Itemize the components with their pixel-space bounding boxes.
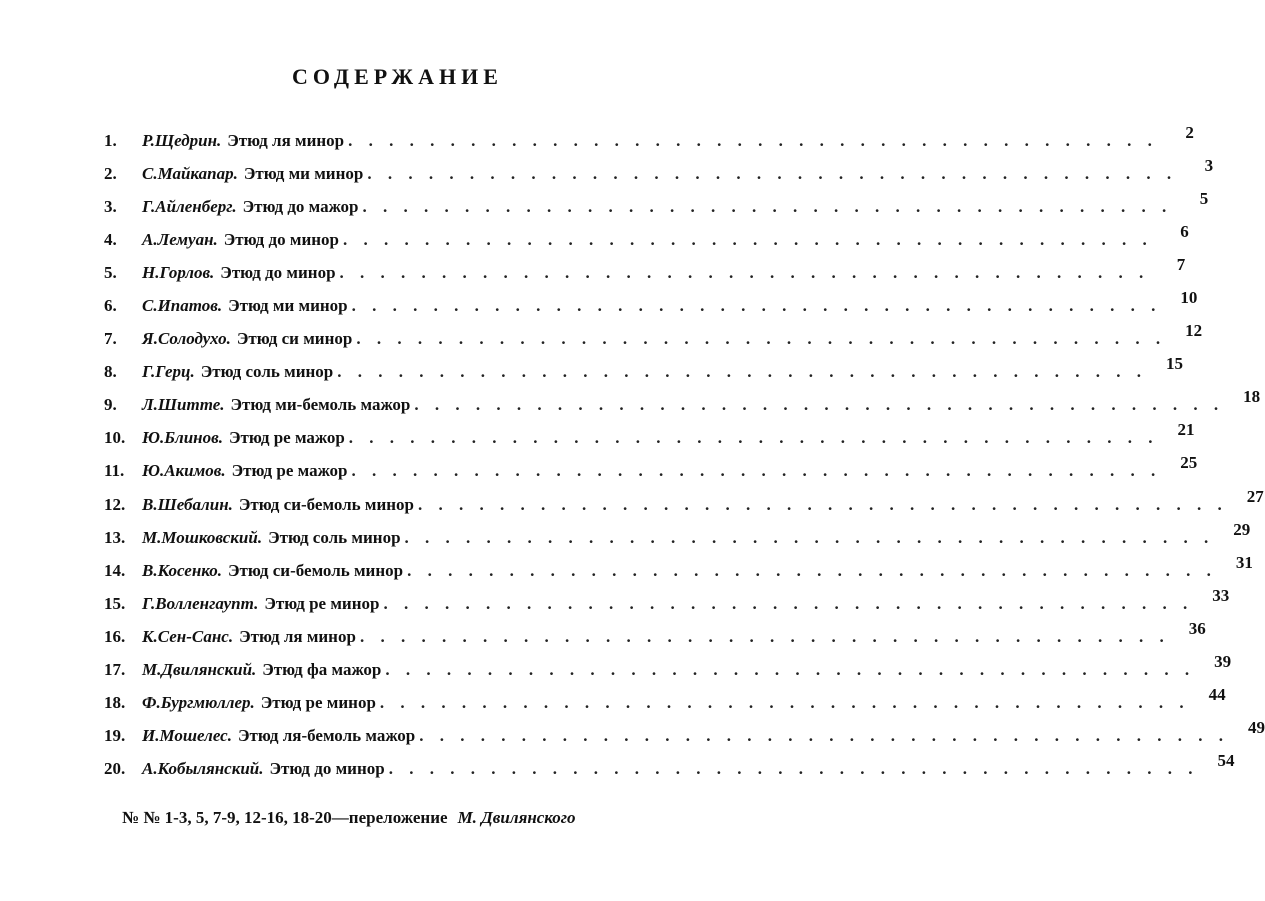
- entry-number: 5.: [104, 262, 117, 282]
- entry-number: 19.: [104, 726, 126, 746]
- toc-entry: [104, 155, 1214, 190]
- entry-author: А.Кобылянский.: [142, 759, 264, 779]
- entry-text: [142, 759, 1204, 779]
- toc-entry: [104, 188, 1209, 223]
- entry-number: 3.: [104, 196, 117, 216]
- dot-leader: . . . . . . . . . . . . . . . . . . . . . . . . . . . . . . . . . . . . . . . .: [348, 428, 1159, 448]
- entry-text: [142, 131, 1164, 151]
- entry-number: 1.: [104, 130, 117, 150]
- toc-entry: [104, 254, 1186, 289]
- dot-leader: . . . . . . . . . . . . . . . . . . . . . . . . . . . . . . . . . . . . . . . .: [407, 560, 1217, 580]
- entry-text: [142, 693, 1196, 713]
- entry-page-number: 2: [1185, 122, 1194, 142]
- entry-text: [142, 461, 1167, 481]
- entry-text: [142, 528, 1220, 548]
- entry-page-number: 39: [1214, 652, 1232, 672]
- entry-work: Этюд соль минор: [268, 527, 401, 547]
- entry-page-number: 27: [1246, 486, 1264, 506]
- toc-entry: [104, 420, 1195, 455]
- dot-leader: . . . . . . . . . . . . . . . . . . . . . . . . . . . . . . . . . . . . . . . .: [359, 626, 1170, 646]
- entry-author: Г.Герц.: [142, 362, 195, 382]
- toc-entry: [104, 585, 1230, 620]
- dot-leader: . . . . . . . . . . . . . . . . . . . . . . . . . . . . . . . . . . . . . . . .: [404, 527, 1215, 547]
- entry-page-number: 36: [1188, 618, 1206, 638]
- entry-author: М.Мошковский.: [142, 527, 263, 547]
- toc-entry: [104, 288, 1198, 322]
- entry-author: С.Ипатов.: [142, 296, 223, 316]
- toc-entry: [104, 552, 1253, 587]
- entry-author: И.Мошелес.: [142, 726, 232, 746]
- toc-entry: [104, 486, 1264, 521]
- dot-leader: . . . . . . . . . . . . . . . . . . . . . . . . . . . . . . . . . . . . . . . .: [385, 660, 1196, 680]
- entry-work: Этюд ля минор: [239, 626, 356, 646]
- entry-text: [142, 627, 1176, 647]
- dot-leader: . . . . . . . . . . . . . . . . . . . . . . . . . . . . . . . . . . . . . . . .: [362, 196, 1173, 216]
- entry-number: 7.: [104, 329, 117, 349]
- entry-number: 15.: [104, 593, 126, 613]
- entry-number: 12.: [104, 494, 126, 514]
- entry-author: Л.Шитте.: [142, 395, 225, 415]
- entry-number: 16.: [104, 626, 126, 646]
- entry-author: В.Шебалин.: [142, 494, 233, 514]
- arrangement-note-text: № № 1-3, 5, 7-9, 12-16, 18-20—переложение: [122, 808, 448, 827]
- entry-author: Н.Горлов.: [142, 262, 215, 282]
- dot-leader: . . . . . . . . . . . . . . . . . . . . . . . . . . . . . . . . . . . . . . . .: [351, 461, 1162, 481]
- entry-page-number: 31: [1235, 552, 1253, 572]
- entry-number: 11.: [104, 461, 125, 481]
- entry-text: [142, 594, 1199, 614]
- entry-page-number: 44: [1208, 685, 1226, 705]
- entry-number: 2.: [104, 163, 117, 183]
- entry-work: Этюд ре мажор: [228, 428, 345, 448]
- entry-page-number: 49: [1247, 718, 1265, 738]
- entry-work: Этюд фа мажор: [262, 660, 382, 680]
- entry-number: 9.: [104, 395, 117, 415]
- entry-author: Р.Щедрин.: [142, 130, 222, 150]
- entry-text: [142, 230, 1159, 250]
- toc-entry: [104, 519, 1251, 554]
- entry-page-number: 21: [1177, 420, 1195, 440]
- entry-author: Ю.Блинов.: [142, 428, 223, 448]
- entry-text: [142, 395, 1230, 415]
- dot-leader: . . . . . . . . . . . . . . . . . . . . . . . . . . . . . . . . . . . . . . . .: [339, 262, 1150, 282]
- entry-page-number: 12: [1185, 321, 1203, 341]
- entry-author: С.Майкапар.: [142, 163, 238, 183]
- entry-number: 4.: [104, 229, 117, 249]
- entry-page-number: 33: [1212, 585, 1230, 605]
- entry-text: [142, 329, 1172, 349]
- toc-entry: [104, 453, 1198, 488]
- toc-entry: [104, 387, 1261, 422]
- entry-work: Этюд ре минор: [264, 593, 380, 613]
- arranger-name: М. Двилянского: [457, 808, 576, 827]
- entry-author: Г.Волленгаупт.: [142, 593, 259, 613]
- entry-author: М.Двилянский.: [142, 660, 257, 680]
- page-title: СОДЕРЖАНИЕ: [292, 64, 503, 89]
- entry-number: 8.: [104, 362, 117, 382]
- entry-text: [142, 428, 1165, 448]
- entry-author: Я.Солодухо.: [142, 329, 231, 349]
- entry-work: Этюд до минор: [269, 759, 385, 779]
- entry-work: Этюд ми минор: [243, 163, 364, 183]
- entry-text: [142, 495, 1234, 515]
- entry-work: Этюд си-бемоль минор: [228, 560, 404, 580]
- entry-text: [142, 726, 1235, 746]
- entry-work: Этюд ля минор: [227, 130, 345, 150]
- entry-author: В.Косенко.: [142, 560, 222, 580]
- entry-page-number: 6: [1180, 221, 1189, 241]
- entry-page-number: 10: [1180, 288, 1198, 308]
- dot-leader: . . . . . . . . . . . . . . . . . . . . . . . . . . . . . . . . . . . . . . . .: [356, 329, 1167, 349]
- entry-work: Этюд ми минор: [228, 296, 348, 316]
- entry-work: Этюд ми-бемоль мажор: [230, 395, 411, 415]
- dot-leader: . . . . . . . . . . . . . . . . . . . . . . . . . . . . . . . . . . . . . . . .: [388, 759, 1199, 779]
- entry-page-number: 7: [1176, 254, 1186, 274]
- entry-author: А.Лемуан.: [142, 229, 218, 249]
- entry-page-number: 54: [1217, 751, 1235, 771]
- entry-work: Этюд си-бемоль минор: [238, 494, 415, 514]
- dot-leader: . . . . . . . . . . . . . . . . . . . . . . . . . . . . . . . . . . . . . . . .: [419, 726, 1229, 746]
- entry-number: 14.: [104, 560, 126, 580]
- dot-leader: . . . . . . . . . . . . . . . . . . . . . . . . . . . . . . . . . . . . . . . .: [414, 395, 1225, 415]
- entry-page-number: 18: [1243, 387, 1261, 407]
- entry-work: Этюд до мажор: [242, 196, 359, 216]
- entry-work: Этюд си минор: [236, 329, 353, 349]
- entry-number: 20.: [104, 759, 126, 779]
- entry-page-number: 5: [1199, 188, 1209, 208]
- dot-leader: . . . . . . . . . . . . . . . . . . . . . . . . . . . . . . . . . . . . . . . .: [383, 593, 1194, 613]
- table-of-contents: [104, 122, 1265, 786]
- entry-work: Этюд ля-бемоль мажор: [237, 726, 416, 746]
- dot-leader: . . . . . . . . . . . . . . . . . . . . . . . . . . . . . . . . . . . . . . . .: [418, 494, 1228, 514]
- entry-number: 10.: [104, 428, 126, 448]
- entry-work: Этюд соль минор: [200, 362, 334, 382]
- toc-entry: [104, 221, 1189, 256]
- dot-leader: . . . . . . . . . . . . . . . . . . . . . . . . . . . . . . . . . . . . . . . .: [348, 130, 1158, 150]
- dot-leader: . . . . . . . . . . . . . . . . . . . . . . . . . . . . . . . . . . . . . . . .: [379, 693, 1190, 713]
- toc-entry: [104, 321, 1203, 356]
- dot-leader: . . . . . . . . . . . . . . . . . . . . . . . . . . . . . . . . . . . . . . . .: [367, 163, 1178, 183]
- entry-author: Ф.Бургмюллер.: [142, 693, 255, 713]
- entry-page-number: 3: [1204, 155, 1214, 175]
- entry-author: К.Сен-Санс.: [142, 626, 234, 646]
- entry-number: 17.: [104, 660, 126, 680]
- entry-number: 13.: [104, 527, 126, 547]
- entry-work: Этюд до минор: [223, 229, 339, 249]
- toc-entry: [104, 122, 1194, 157]
- entry-text: [142, 660, 1201, 680]
- entry-page-number: 29: [1233, 519, 1251, 539]
- entry-number: 6.: [104, 296, 117, 316]
- entry-work: Этюд ре минор: [260, 693, 376, 713]
- toc-entry: [104, 718, 1265, 753]
- entry-author: Ю.Акимов.: [142, 461, 226, 481]
- toc-entry: [104, 618, 1206, 653]
- entry-text: [142, 561, 1223, 581]
- entry-text: [142, 296, 1167, 316]
- entry-work: Этюд до минор: [220, 262, 336, 282]
- entry-page-number: 15: [1166, 354, 1183, 374]
- entry-text: [142, 263, 1155, 283]
- entry-text: [142, 164, 1183, 184]
- entry-number: 18.: [104, 693, 126, 713]
- entry-work: Этюд ре мажор: [231, 461, 348, 481]
- entry-text: [142, 362, 1153, 382]
- entry-page-number: 25: [1180, 453, 1198, 473]
- dot-leader: . . . . . . . . . . . . . . . . . . . . . . . . . . . . . . . . . . . . . . . .: [337, 362, 1147, 382]
- toc-entry: [104, 652, 1232, 687]
- dot-leader: . . . . . . . . . . . . . . . . . . . . . . . . . . . . . . . . . . . . . . . .: [351, 296, 1162, 316]
- arrangement-note: [122, 808, 576, 828]
- entry-text: [142, 197, 1178, 217]
- toc-entry: [104, 354, 1183, 389]
- entry-author: Г.Айленберг.: [142, 196, 237, 216]
- toc-entry: [104, 751, 1235, 786]
- toc-entry: [104, 685, 1226, 720]
- dot-leader: . . . . . . . . . . . . . . . . . . . . . . . . . . . . . . . . . . . . . . . .: [343, 229, 1153, 249]
